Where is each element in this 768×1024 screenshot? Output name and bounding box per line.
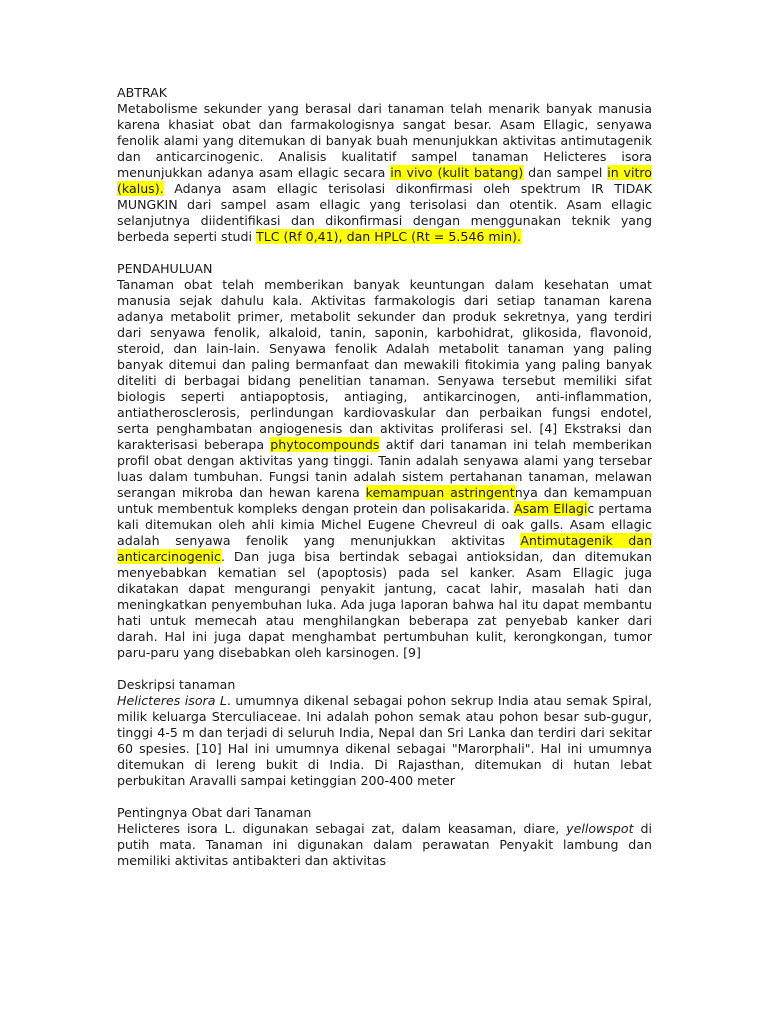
highlighted-text: phytocompounds xyxy=(270,437,380,452)
document-page xyxy=(117,85,652,869)
introduction-section xyxy=(117,261,652,661)
body-text: aktif dari tanaman ini telah memberikan profil obat dengan aktivitas yang tinggi. Tanin adalah senyawa alami yang tersebar luas dalam tumbuhan. Fungsi tanin adalah sistem pertahanan tanaman, melawan serangan mikroba dan hewan karena xyxy=(117,437,652,500)
highlighted-text: Asam Ellagi xyxy=(513,501,588,516)
body-text: . Dan juga bisa bertindak sebagai antioksidan, dan ditemukan menyebabkan kematian sel (apoptosis) pada sel kanker. Asam Ellagic juga dikatakan dapat mengurangi penyakit jantung, cacat lahir, masalah hati dan meningkatkan penyembuhan luka. Ada juga laporan bahwa hal itu dapat membantu hati untuk memecah atau menghilangkan beberapa zat penyebab kanker dari darah. Hal ini juga dapat menghambat pertumbuhan kulit, kerongkongan, tumor paru-paru yang disebabkan oleh karsinogen. [9] xyxy=(117,549,652,660)
abstract-section xyxy=(117,85,652,245)
highlighted-text: TLC (Rf 0,41), dan HPLC (Rt = 5.546 min). xyxy=(256,229,522,244)
section-gap xyxy=(117,245,652,261)
body-text: dan sampel xyxy=(523,165,608,180)
plant-description-heading: Deskripsi tanaman xyxy=(117,677,236,692)
body-text: nya dan kemampuan untuk membentuk kompleks dengan protein dan polisakarida. xyxy=(117,485,652,516)
section-gap xyxy=(117,661,652,677)
body-text: c pertama kali ditemukan oleh ahli kimia Michel Eugene Chevreul di oak galls. Asam ellagic adalah senyawa fenolik yang menunjukkan aktivitas xyxy=(117,501,652,548)
plant-description-paragraph xyxy=(117,693,652,789)
highlighted-text: in vivo (kulit batang) xyxy=(390,165,524,180)
highlighted-text: kemampuan astringent xyxy=(365,485,515,500)
plant-description-section xyxy=(117,677,652,789)
body-text: Helicteres isora L. digunakan sebagai zat, dalam keasaman, diare, xyxy=(117,821,567,836)
introduction-heading: PENDAHULUAN xyxy=(117,261,213,276)
introduction-paragraph xyxy=(117,277,652,661)
importance-section xyxy=(117,805,652,869)
importance-paragraph xyxy=(117,821,652,869)
abstract-paragraph xyxy=(117,101,652,245)
abstract-heading: ABTRAK xyxy=(117,85,168,100)
importance-heading: Pentingnya Obat dari Tanaman xyxy=(117,805,312,820)
highlighted-text: in vitro (kalus). xyxy=(117,165,653,196)
section-gap xyxy=(117,789,652,805)
highlighted-text: Antimutagenik dan anticarcinogenic xyxy=(117,533,652,564)
body-text: di putih mata. Tanaman ini digunakan dalam perawatan Penyakit lambung dan memiliki aktivitas antibakteri dan aktivitas xyxy=(117,821,652,868)
italic-text: yellowspot xyxy=(566,821,634,836)
body-text: Tanaman obat telah memberikan banyak keuntungan dalam kesehatan umat manusia sejak dahulu kala. Aktivitas farmakologis dari setiap tanaman karena adanya metabolit primer, metabolit sekunder dan produk sekretnya, yang terdiri dari senyawa fenolik, alkaloid, tanin, saponin, karbohidrat, glikosida, flavonoid, steroid, dan lain-lain. Senyawa fenolik Adalah metabolit tanaman yang paling banyak ditemui dan paling bermanfaat dan mewakili fitokimia yang paling banyak diteliti di berbagai bidang penelitian tanaman. Senyawa tersebut memiliki sifat biologis seperti antiapoptosis, antiaging, antikarcinogen, anti-inflammation, antiatherosclerosis, perlindungan kardiovaskular dan perbaikan fungsi endotel, serta penghambatan angiogenesis dan aktivitas proliferasi sel. [4] Ekstraksi dan karakterisasi beberapa xyxy=(117,277,652,452)
italic-text: Helicteres isora L xyxy=(117,693,227,708)
body-text: . umumnya dikenal sebagai pohon sekrup India atau semak Spiral, milik keluarga Sterculiaceae. Ini adalah pohon semak atau pohon besar sub-gugur, tinggi 4-5 m dan terjadi di seluruh India, Nepal dan Sri Lanka dan terdiri dari sekitar 60 spesies. [10] Hal ini umumnya dikenal sebagai "Marorphali". Hal ini umumnya ditemukan di lereng bukit di India. Di Rajasthan, ditemukan di hutan lebat perbukitan Aravalli sampai ketinggian 200-400 meter xyxy=(117,693,653,788)
body-text: Adanya asam ellagic terisolasi dikonfirmasi oleh spektrum IR TIDAK MUNGKIN dari sampel asam ellagic yang terisolasi dan otentik. Asam ellagic selanjutnya diidentifikasi dan dikonfirmasi dengan menggunakan teknik yang berbeda seperti studi xyxy=(117,181,652,244)
body-text: Metabolisme sekunder yang berasal dari tanaman telah menarik banyak manusia karena khasiat obat dan farmakologisnya sangat besar. Asam Ellagic, senyawa fenolik alami yang ditemukan di banyak buah menunjukkan aktivitas antimutagenik dan anticarcinogenic. Analisis kualitatif sampel tanaman Helicteres isora menunjukkan adanya asam ellagic secara xyxy=(117,101,652,180)
